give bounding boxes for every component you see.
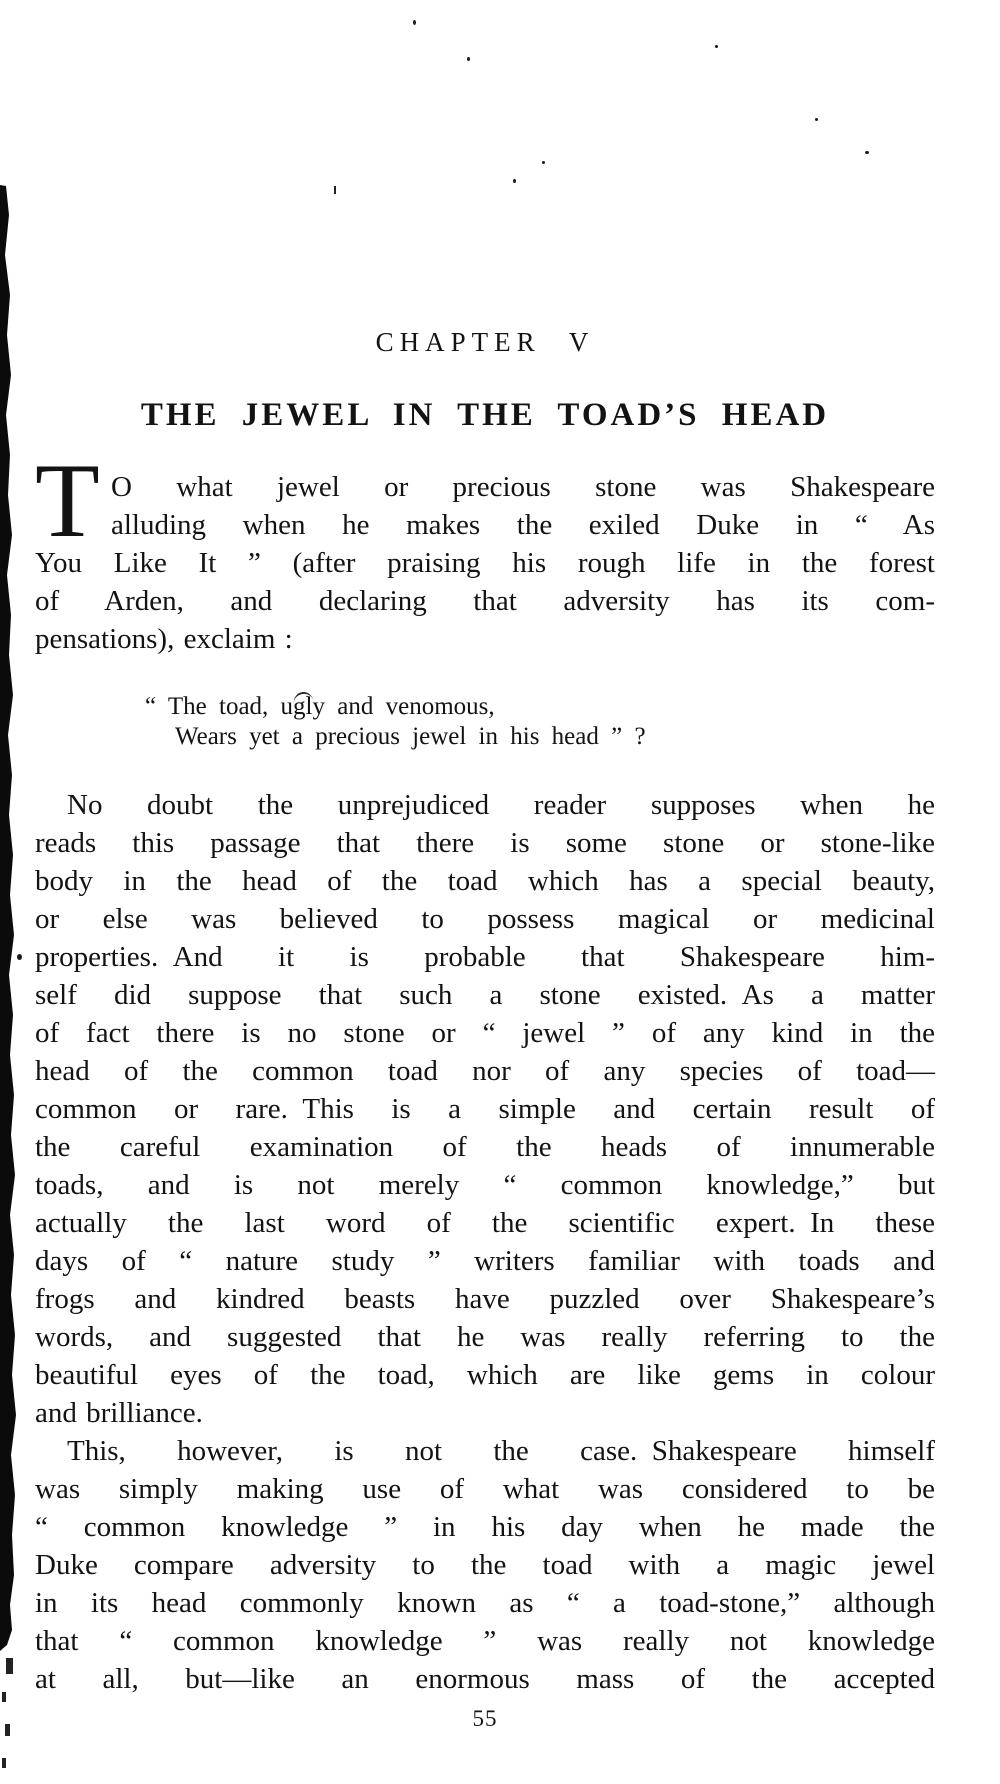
binding-shadow xyxy=(0,185,20,1655)
ink-speck xyxy=(2,1758,6,1768)
text-line: O what jewel or precious stone was Shakespeare xyxy=(111,471,935,503)
ink-speck xyxy=(715,45,718,48)
ink-speck xyxy=(467,57,470,61)
text-line: or else was believed to possess magical or medicinal xyxy=(35,903,935,935)
text-line: that “ common knowledge ” was really not knowledge xyxy=(35,1625,935,1657)
drop-cap: T xyxy=(35,442,100,559)
text-line: at all, but—like an enormous mass of the accepted xyxy=(35,1663,935,1695)
text-line: of fact there is no stone or “ jewel ” of any kind in the xyxy=(35,1017,935,1049)
text-line: words, and suggested that he was really referring to the xyxy=(35,1321,935,1353)
quote-line: “ The toad, ugly and venomous, xyxy=(145,693,495,720)
text-line: “ common knowledge ” in his day when he made the xyxy=(35,1511,935,1543)
text-line: No doubt the unprejudiced reader supposes when he xyxy=(67,789,935,821)
text-column xyxy=(35,326,935,1732)
ink-speck xyxy=(334,186,336,194)
text-line: reads this passage that there is some stone or stone-like xyxy=(35,827,935,859)
text-line: This, however, is not the case. Shakespeare himself xyxy=(67,1435,935,1467)
text-line: actually the last word of the scientific expert. In these xyxy=(35,1207,935,1239)
ink-speck xyxy=(5,1724,10,1736)
text-line: Duke compare adversity to the toad with a magic jewel xyxy=(35,1549,935,1581)
text-line: pensations), exclaim : xyxy=(35,623,293,655)
text-line: beautiful eyes of the toad, which are like gems in colour xyxy=(35,1359,935,1391)
ink-speck xyxy=(413,20,416,25)
ink-speck xyxy=(542,161,545,164)
text-line: body in the head of the toad which has a special beauty, xyxy=(35,865,935,897)
text-line: days of “ nature study ” writers familiar with toads and xyxy=(35,1245,935,1277)
text-line: self did suppose that such a stone existed. As a matter xyxy=(35,979,935,1011)
ink-speck xyxy=(815,118,818,121)
text-line: the careful examination of the heads of innumerable xyxy=(35,1131,935,1163)
chapter-title: THE JEWEL IN THE TOAD’S HEAD xyxy=(140,397,830,433)
text-line: head of the common toad nor of any species of toad— xyxy=(35,1055,935,1087)
ink-speck xyxy=(865,151,869,154)
text-line: frogs and kindred beasts have puzzled over Shakespeare’s xyxy=(35,1283,935,1315)
text-line: of Arden, and declaring that adversity has its com- xyxy=(35,585,935,617)
ink-speck xyxy=(513,179,516,183)
paragraph-3 xyxy=(35,1432,935,1698)
page-number: 55 xyxy=(472,1706,498,1731)
text-line: toads, and is not merely “ common knowledge,” but xyxy=(35,1169,935,1201)
text-line: You Like It ” (after praising his rough life in the forest xyxy=(35,547,935,579)
text-line: alluding when he makes the exiled Duke in “ As xyxy=(111,509,935,541)
paragraph-2 xyxy=(35,786,935,1432)
ink-speck xyxy=(17,954,22,960)
text-line: common or rare. This is a simple and certain result of xyxy=(35,1093,935,1125)
ink-speck xyxy=(2,1692,6,1702)
ink-speck xyxy=(6,1658,13,1674)
quote-line: Wears yet a precious jewel in his head ” ? xyxy=(175,723,646,750)
text-line: and brilliance. xyxy=(35,1397,203,1429)
chapter-heading: CHAPTER V xyxy=(375,327,595,357)
text-line: in its head commonly known as “ a toad-stone,” although xyxy=(35,1587,935,1619)
verse-quote xyxy=(145,692,935,752)
text-line: was simply making use of what was considered to be xyxy=(35,1473,935,1505)
text-line: properties. And it is probable that Shakespeare him- xyxy=(35,941,935,973)
opening-paragraph xyxy=(35,442,935,658)
